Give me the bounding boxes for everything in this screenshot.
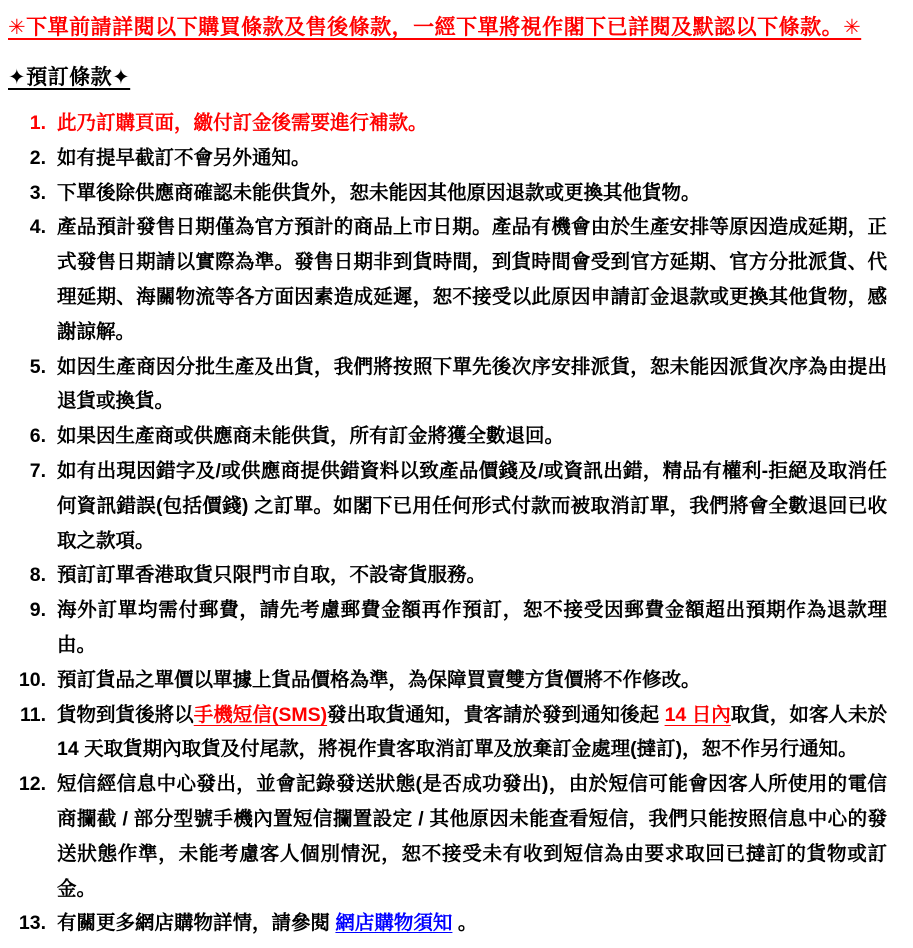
term-text-run: 取貨，如客人未於 14 天取貨期內取貨及付尾款，將視作貴客取消訂單及放棄訂金處理(撻訂)，恕不作另行通知。 <box>57 703 887 761</box>
term-item <box>8 106 887 141</box>
term-text-run: 預訂貨品之單價以單據上貨品價格為準，為保障買賣雙方貨價將不作修改。 <box>57 668 701 691</box>
term-item <box>8 906 887 941</box>
store-shopping-guide-link[interactable]: 網店購物須知 <box>335 912 453 935</box>
term-item <box>8 350 887 420</box>
term-text-run: 預訂訂單香港取貨只限門市自取，不設寄貨服務。 <box>57 564 487 587</box>
term-text <box>57 767 887 906</box>
term-number: 10. <box>18 668 46 691</box>
term-text-run: 如果因生產商或供應商未能供貨，所有訂金將獲全數退回。 <box>57 425 565 448</box>
term-number: 5. <box>29 355 46 378</box>
term-text <box>57 419 887 454</box>
term-number: 4. <box>29 216 46 239</box>
term-number: 11. <box>19 703 46 726</box>
highlighted-text: 14 日內 <box>664 703 731 726</box>
term-text-run: 貨物到貨後將以 <box>57 703 194 726</box>
term-text <box>57 106 887 141</box>
term-text <box>57 593 887 663</box>
notice-title: ✳下單前請詳閱以下購買條款及售後條款，一經下單將視作閣下已詳閱及默認以下條款。✳ <box>8 16 862 39</box>
term-text-run: 有關更多網店購物詳情，請參閱 <box>57 912 336 935</box>
term-number: 12. <box>18 773 46 796</box>
term-number: 1. <box>29 112 46 134</box>
term-text-run: 海外訂單均需付郵費，請先考慮郵費金額再作預訂，恕不接受因郵費金額超出預期作為退款理由。 <box>57 599 887 656</box>
terms-list <box>8 106 887 941</box>
highlighted-text: 此乃訂購頁面，繳付訂金後需要進行補款。 <box>57 112 428 134</box>
term-text <box>57 350 887 420</box>
term-number: 7. <box>29 459 46 482</box>
term-number: 9. <box>29 599 46 622</box>
term-number: 3. <box>29 181 46 204</box>
term-text <box>57 558 887 593</box>
term-text <box>57 454 887 558</box>
term-item <box>8 419 887 454</box>
term-text <box>57 141 887 176</box>
term-item <box>8 593 887 663</box>
term-number: 13. <box>18 912 46 935</box>
term-item <box>8 767 887 906</box>
highlighted-text: 手機短信(SMS) <box>193 703 328 726</box>
term-item <box>8 698 887 768</box>
term-item <box>8 176 887 211</box>
term-text <box>57 176 887 211</box>
term-text <box>57 210 887 349</box>
term-text <box>57 906 887 941</box>
term-item <box>8 663 887 698</box>
term-text-run: 產品預計發售日期僅為官方預計的商品上市日期。產品有機會由於生產安排等原因造成延期，正式發售日期請以實際為準。發售日期非到貨時間，到貨時間會受到官方延期、官方分批派貨、代理延期、海關物流等各方面因素造成延遲，恕不接受以此原因申請訂金退款或更換其他貨物，感謝諒解。 <box>57 216 887 343</box>
term-item <box>8 558 887 593</box>
term-text-run: 如有提早截訂不會另外通知。 <box>57 146 311 169</box>
term-item <box>8 454 887 558</box>
term-number: 2. <box>29 146 46 169</box>
term-text-run: 下單後除供應商確認未能供貨外，恕未能因其他原因退款或更換其他貨物。 <box>57 181 701 204</box>
term-text-run: 發出取貨通知，貴客請於發到通知後起 <box>327 703 665 726</box>
term-text-run: 如有出現因錯字及/或供應商提供錯資料以致產品價錢及/或資訊出錯，精品有權利-拒絕及取消任何資訊錯誤(包括價錢) 之訂單。如閣下已用任何形式付款而被取消訂單，我們將會全數退回已收取之款項。 <box>57 459 887 552</box>
term-item <box>8 141 887 176</box>
term-number: 8. <box>29 564 46 587</box>
section-heading-preorder-terms: ✦預訂條款✦ <box>8 66 131 89</box>
term-text-run: 如因生產商因分批生產及出貨，我們將按照下單先後次序安排派貨，恕未能因派貨次序為由提出退貨或換貨。 <box>57 355 887 413</box>
term-item <box>8 210 887 349</box>
term-text-run: 短信經信息中心發出，並會記錄發送狀態(是否成功發出)，由於短信可能會因客人所使用的電信商攔截 / 部分型號手機內置短信攔置設定 / 其他原因未能查看短信，我們只能按照信息中心的發送狀態作準，未能考慮客人個別情況，恕不接受未有收到短信為由要求取回已撻訂的貨物或訂金。 <box>57 773 887 900</box>
term-text-run: 。 <box>452 912 478 935</box>
term-number: 6. <box>29 425 46 448</box>
term-text <box>57 663 887 698</box>
term-text <box>57 698 887 768</box>
